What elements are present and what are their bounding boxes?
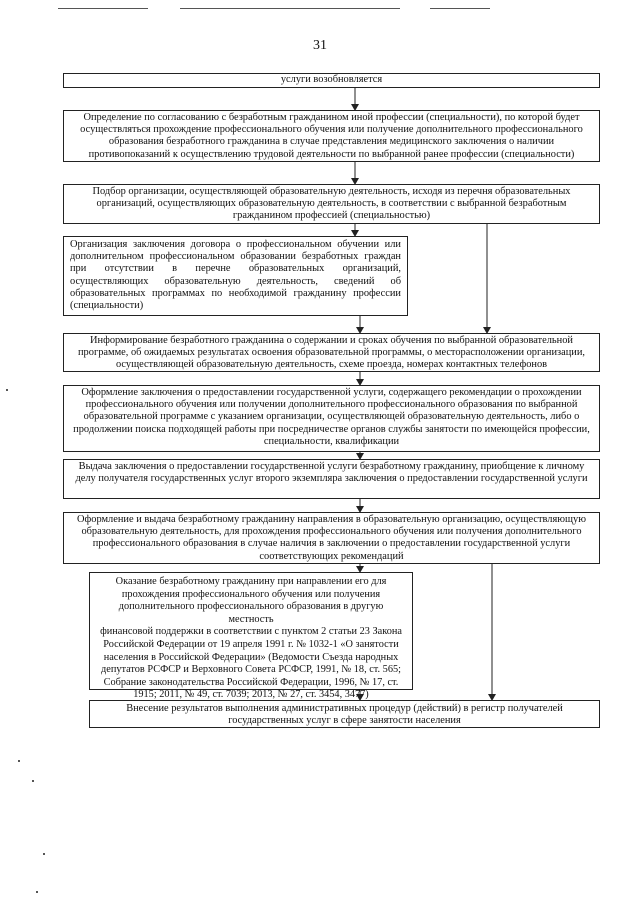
box-profession-determination: Определение по согласованию с безработным гражданином иной профессии (специальности), по которой будет осуществляться прохождение профессионального обучения или получение дополнительного профессионального образования безработного гражданина в случае представления медицинского заключения о наличии противопоказаний к осуществлению трудовой деятельности по выбранной ранее профессии (специальности)	[63, 110, 600, 162]
box-service-resumed: услуги возобновляется	[63, 73, 600, 88]
scan-mark	[43, 853, 45, 855]
scan-mark	[430, 8, 490, 9]
support-line: Оказание безработному гражданину при направлении его для	[115, 576, 387, 587]
support-line: Российской Федерации от 19 апреля 1991 г. № 1032-1 «О занятости	[103, 638, 399, 650]
scan-mark	[32, 780, 34, 782]
box-financial-support	[89, 572, 413, 701]
support-line: финансовой поддержки в соответствии с пунктом 2 статьи 23 Закона	[100, 626, 402, 638]
support-line: дополнительного профессионального образования в другую местность	[118, 601, 384, 625]
scan-mark	[58, 8, 148, 9]
box-conclusion-preparation: Оформление заключения о предоставлении государственной услуги, содержащего рекомендации о прохождении профессионального обучения или получении дополнительного профессионального образования по выбранной образовательной программе с указанием организации, осуществляющей образовательную деятельность, либо о продолжении поиска подходящей работы при посредничестве органов службы занятости по имеющейся профессии, специальности, квалификации	[63, 385, 600, 452]
support-line: населения в Российской Федерации» (Ведомости Съезда народных	[103, 651, 399, 663]
box-informing-citizen: Информирование безработного гражданина о содержании и сроках обучения по выбранной образовательной программе, об ожидаемых результатах освоения образовательной программы, о месторасположении организации, осуществляющей образовательную деятельность, схеме проезда, номерах контактных телефонов	[63, 333, 600, 372]
box-organization-selection: Подбор организации, осуществляющей образовательную деятельность, исходя из перечня образовательных организаций, осуществляющих образовательную деятельность, в соответствии с выбранной безработным гражданином профессией (специальностью)	[63, 184, 600, 224]
box-conclusion-issue: Выдача заключения о предоставлении государственной услуги безработному гражданину, приобщение к личному делу получателя государственных услуг второго экземпляра заключения о предоставлении государственной услуги	[63, 459, 600, 499]
scan-mark	[180, 8, 400, 9]
scan-mark	[18, 760, 20, 762]
page-number: 31	[313, 38, 327, 53]
box-register-entry: Внесение результатов выполнения административных процедур (действий) в регистр получателей государственных услуг в сфере занятости населения	[89, 700, 600, 728]
support-line: 1915; 2011, № 49, ст. 7039; 2013, № 27, ст. 3454, 3477)	[133, 689, 369, 701]
box-referral-issue: Оформление и выдача безработному гражданину направления в образовательную организацию, осуществляющую образовательную деятельность, для прохождения профессионального обучения или получения дополнительного профессионального образования в случае наличия в заключении о предоставлении государственной услуги соответствующих рекомендаций	[63, 512, 600, 564]
box-contract-organization: Организация заключения договора о профессиональном обучении или дополнительном профессиональном образовании безработных граждан при отсутствии в перечне образовательных организаций, осуществляющих образовательную деятельность, сведений об образовательных программах по необходимой гражданину профессии (специальности)	[63, 236, 408, 316]
support-line: Собрание законодательства Российской Федерации, 1996, № 17, ст.	[103, 676, 399, 688]
support-line: депутатов РСФСР и Верховного Совета РСФСР, 1991, № 18, ст. 565;	[101, 664, 401, 676]
scan-mark	[36, 891, 38, 893]
scan-mark	[6, 389, 8, 391]
support-line: прохождения профессионального обучения или получения	[121, 588, 381, 600]
